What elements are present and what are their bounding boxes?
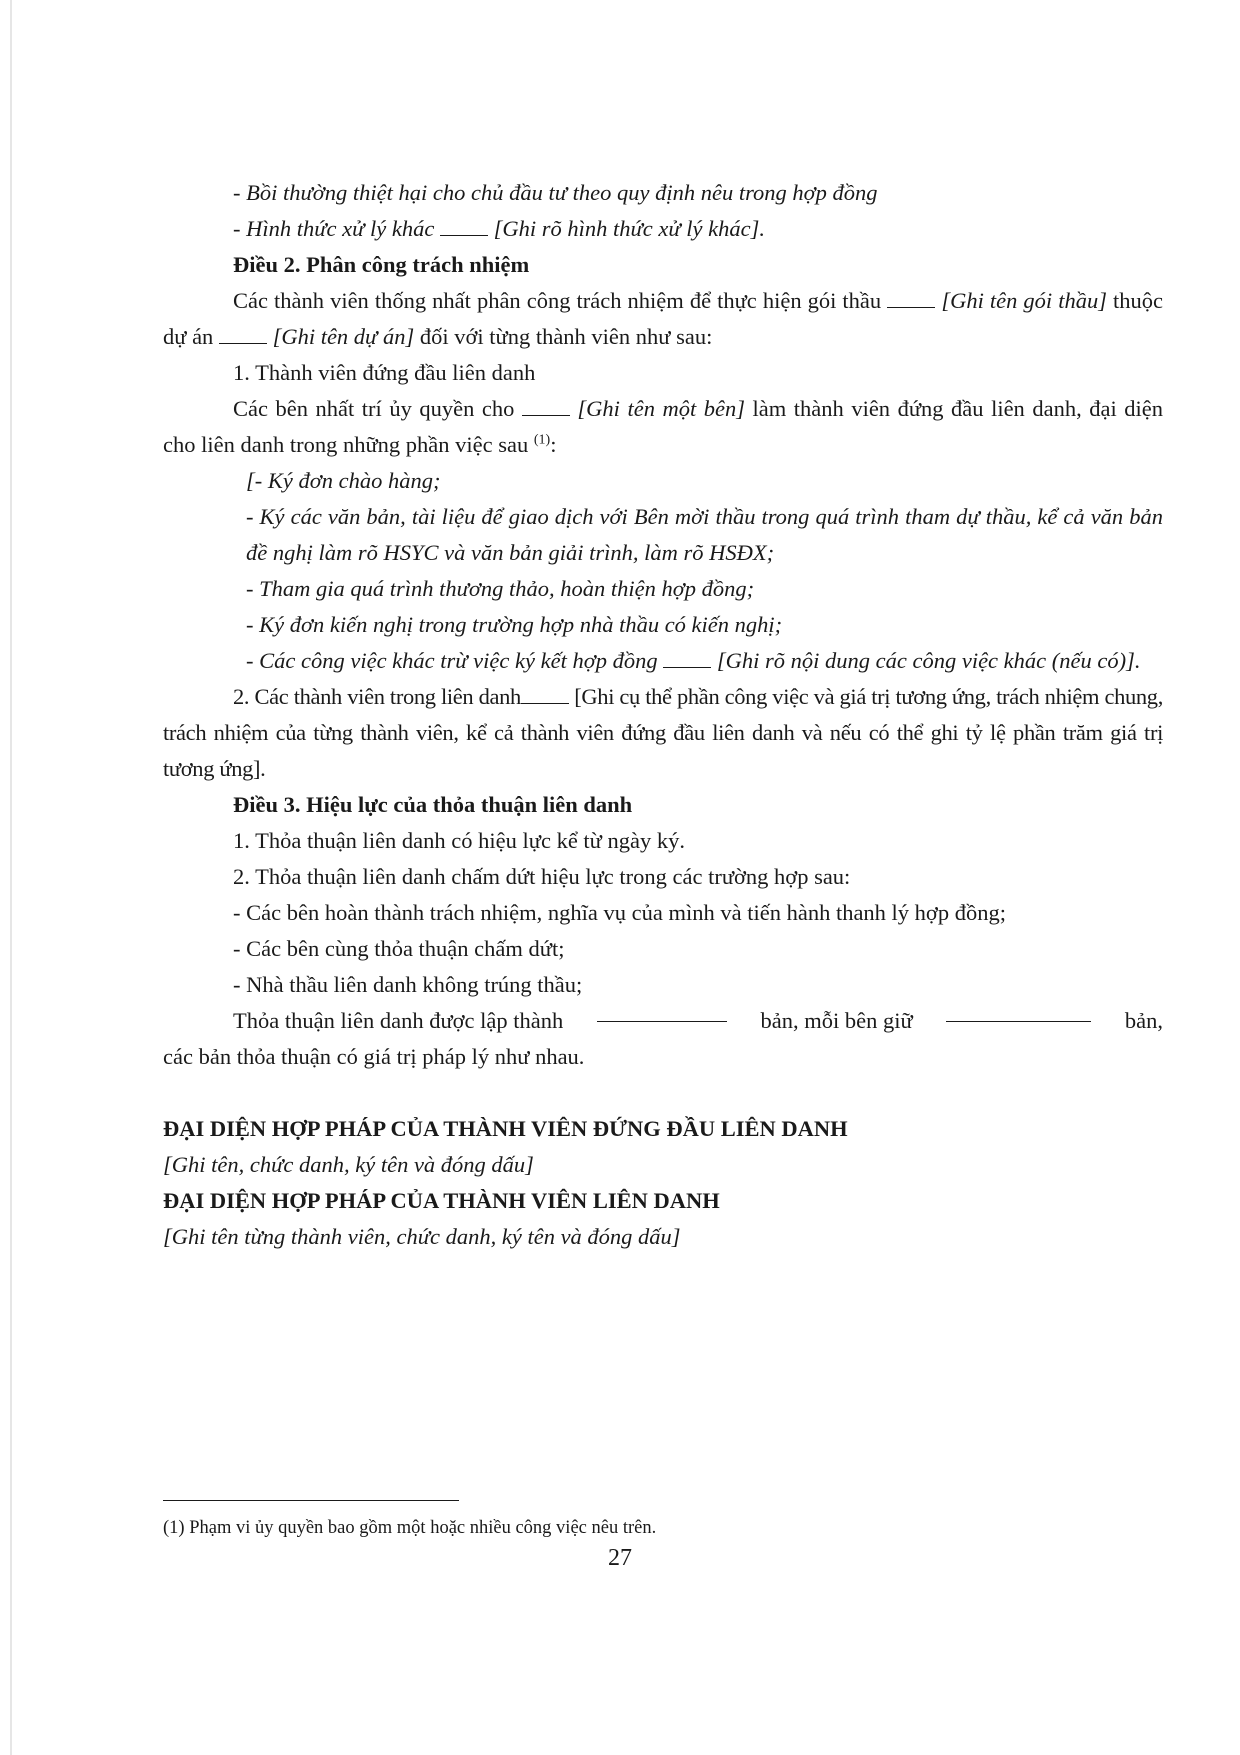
document-body <box>163 175 1163 1255</box>
paragraph: Các bên nhất trí ủy quyền cho [Ghi tên một bên] làm thành viên đứng đầu liên danh, đại diện cho liên danh trong những phần việc sau $^{(1)}$: <box>163 396 1163 457</box>
fill-blank <box>663 649 711 668</box>
fill-blank <box>521 685 569 704</box>
paragraph: các bản thỏa thuận có giá trị pháp lý như nhau. <box>163 1044 585 1069</box>
text-line: - Hình thức xử lý khác [Ghi rõ hình thức xử lý khác]. <box>233 216 765 241</box>
fill-blank <box>219 325 267 344</box>
signature-title-lead: ĐẠI DIỆN HỢP PHÁP CỦA THÀNH VIÊN ĐỨNG ĐẦU LIÊN DANH <box>163 1116 848 1141</box>
fill-blank <box>440 217 488 236</box>
list-item: 2. Thỏa thuận liên danh chấm dứt hiệu lực trong các trường hợp sau: <box>233 864 851 889</box>
signature-title-member: ĐẠI DIỆN HỢP PHÁP CỦA THÀNH VIÊN LIÊN DANH <box>163 1188 720 1213</box>
section-heading: Điều 3. Hiệu lực của thỏa thuận liên danh <box>233 792 633 817</box>
signature-note-lead: [Ghi tên, chức danh, ký tên và đóng dấu] <box>163 1152 534 1177</box>
page-number: 27 <box>608 1545 632 1571</box>
bullet-item: - Nhà thầu liên danh không trúng thầu; <box>233 972 583 997</box>
bullet-item: - Ký đơn kiến nghị trong trường hợp nhà thầu có kiến nghị; <box>246 612 783 637</box>
fill-blank <box>887 289 935 308</box>
bullet-item: [- Ký đơn chào hàng; <box>246 468 441 493</box>
bullet-item: - Các bên cùng thỏa thuận chấm dứt; <box>233 936 565 961</box>
fill-blank <box>522 397 570 416</box>
bullet-item: - Ký các văn bản, tài liệu để giao dịch với Bên mời thầu trong quá trình tham dự thầu, kể cả văn bản đề nghị làm rõ HSYC và văn bản giải trình, làm rõ HSĐX; <box>246 504 1163 565</box>
list-item: 1. Thỏa thuận liên danh có hiệu lực kể từ ngày ký. <box>233 828 685 853</box>
paragraph: Các thành viên thống nhất phân công trách nhiệm để thực hiện gói thầu [Ghi tên gói thầu] thuộc dự án [Ghi tên dự án] đối với từng thành viên như sau: <box>163 288 1164 349</box>
bullet-item: - Tham gia quá trình thương thảo, hoàn thiện hợp đồng; <box>246 576 755 601</box>
list-item: 2. Các thành viên trong liên danh [Ghi cụ thể phần công việc và giá trị tương ứng, trách nhiệm chung, trách nhiệm của từng thành viên, kể cả thành viên đứng đầu liên danh và nếu có thể ghi tỷ lệ phần trăm giá trị tương ứng]. <box>163 684 1163 781</box>
paragraph: Thỏa thuận liên danh được lập thành bản, mỗi bên giữ bản, <box>163 1003 1163 1039</box>
bullet-item: - Các bên hoàn thành trách nhiệm, nghĩa vụ của mình và tiến hành thanh lý hợp đồng; <box>233 900 1006 925</box>
section-heading: Điều 2. Phân công trách nhiệm <box>233 252 530 277</box>
footnote: (1) Phạm vi ủy quyền bao gồm một hoặc nhiều công việc nêu trên. <box>163 1518 657 1538</box>
bullet-item: - Các công việc khác trừ việc ký kết hợp đồng [Ghi rõ nội dung các công việc khác (nếu có)]. <box>246 648 1141 673</box>
list-item: 1. Thành viên đứng đầu liên danh <box>233 360 536 385</box>
footnote-divider <box>163 1500 459 1501</box>
text-line: - Bồi thường thiệt hại cho chủ đầu tư theo quy định nêu trong hợp đồng <box>233 180 878 205</box>
fill-blank <box>597 1003 727 1022</box>
page-edge <box>10 0 12 1755</box>
fill-blank <box>946 1003 1091 1022</box>
signature-note-member: [Ghi tên từng thành viên, chức danh, ký tên và đóng dấu] <box>163 1224 681 1249</box>
